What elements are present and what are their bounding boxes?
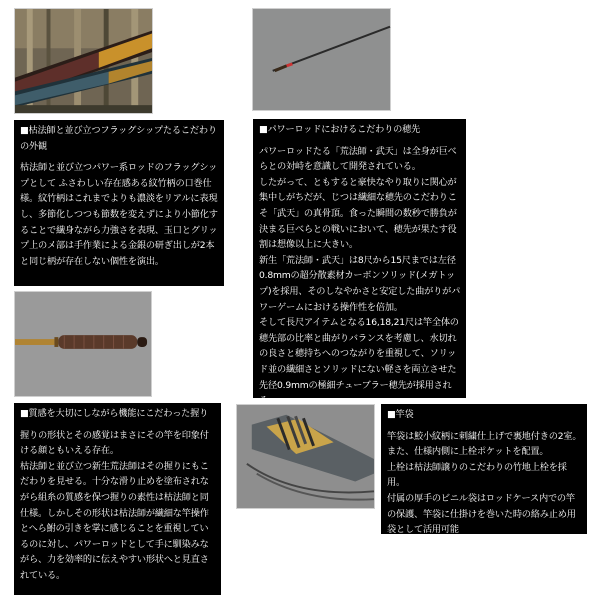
grip-photo <box>14 291 152 397</box>
grip-body: 握りの形状とその感覚はまさにその竿を印象付ける顔ともいえる存在。 枯法師と並び立つ新生荒法師はその握りにもこだわりを見せる。十分な滑り止めを塗布されながら組糸の質感を保つ握りの素性は枯法師と同仕様。しかしその形状は枯法師が繊細な竿操作とへら鮒の引きを掌に感じることを重視しているのに対し、パワーロッドとして手に馴染みながら、力を効率的に伝えやすい形状へと見直されている。 <box>20 429 209 581</box>
rod-bag-photo <box>236 404 375 509</box>
bag-body: 竿袋は鮫小紋柄に刺繍仕上げで裏地付きの2室。また、仕様内側に上栓ポケットを配置。 上栓は枯法師譲りのこだわりの竹地上栓を採用。 付属の厚手のビニル袋はロッドケース内での竿の保護、竿袋に仕掛けを巻いた時の絡み止め用袋として活用可能 <box>387 430 582 536</box>
vintage-appearance-card <box>14 120 224 286</box>
power-heading: ■パワーロッドにおけるこだわりの穂先 <box>259 124 421 135</box>
power-body: パワーロッドたる「荒法師・武天」は全身が巨べらとの対峙を意識して開発されている。 したがって、ともすると豪快なやり取りに関心が集中しがちだが、じつは繊細な穂先のこだわりこそ「武天」の真骨頂。食った瞬間の数秒で勝負が決まる巨べらとの戦いにおいて、穂先が果たす役割は想像以上に大きい。 新生「荒法師・武天」は8尺から15尺までは左径0.8mmの超分散素材カーボンソリッド(メガトップ)を採用、そのしなやかさと安定した曲がりがパワーゲームにおける操作性を倍加。 そして長尺アイテムとなる16,18,21尺は竿全体の穂先部の比率と曲がりバランスを考慮し、水切れの良さと穂持ちへのつながりを重視して、ソリッド並の繊細さとソリッドにない軽さを両立させた先径0.9mmの極細チューブラー穂先が採用される。 <box>259 145 461 407</box>
vintage-body: 枯法師と並び立つパワー系ロッドのフラッグシップとして ふさわしい存在感ある紋竹柄の口巻仕様。紋竹柄はこれまでよりも濃淡をリアルに表現し、多節化しつつも節数を変えずにより小節化することで繊身ながら力強さを表現、玉口とグリップ上のメ部は手作業による金銀の研ぎ出しが2本と同じ柄が存在しない個性を演出。 <box>20 162 218 267</box>
bag-heading: ■竿袋 <box>387 409 414 420</box>
vintage-heading: ■枯法師と並び立つフラッグシップたるこだわりの外観 <box>20 125 217 152</box>
grip-card <box>14 403 221 595</box>
rod-grips-photo <box>14 8 153 114</box>
grip-heading: ■質感を大切にしながら機能にこだわった握り <box>20 408 209 419</box>
rod-tip-photo <box>252 8 391 111</box>
rod-bag-card <box>381 404 587 534</box>
power-tip-card <box>253 119 466 407</box>
